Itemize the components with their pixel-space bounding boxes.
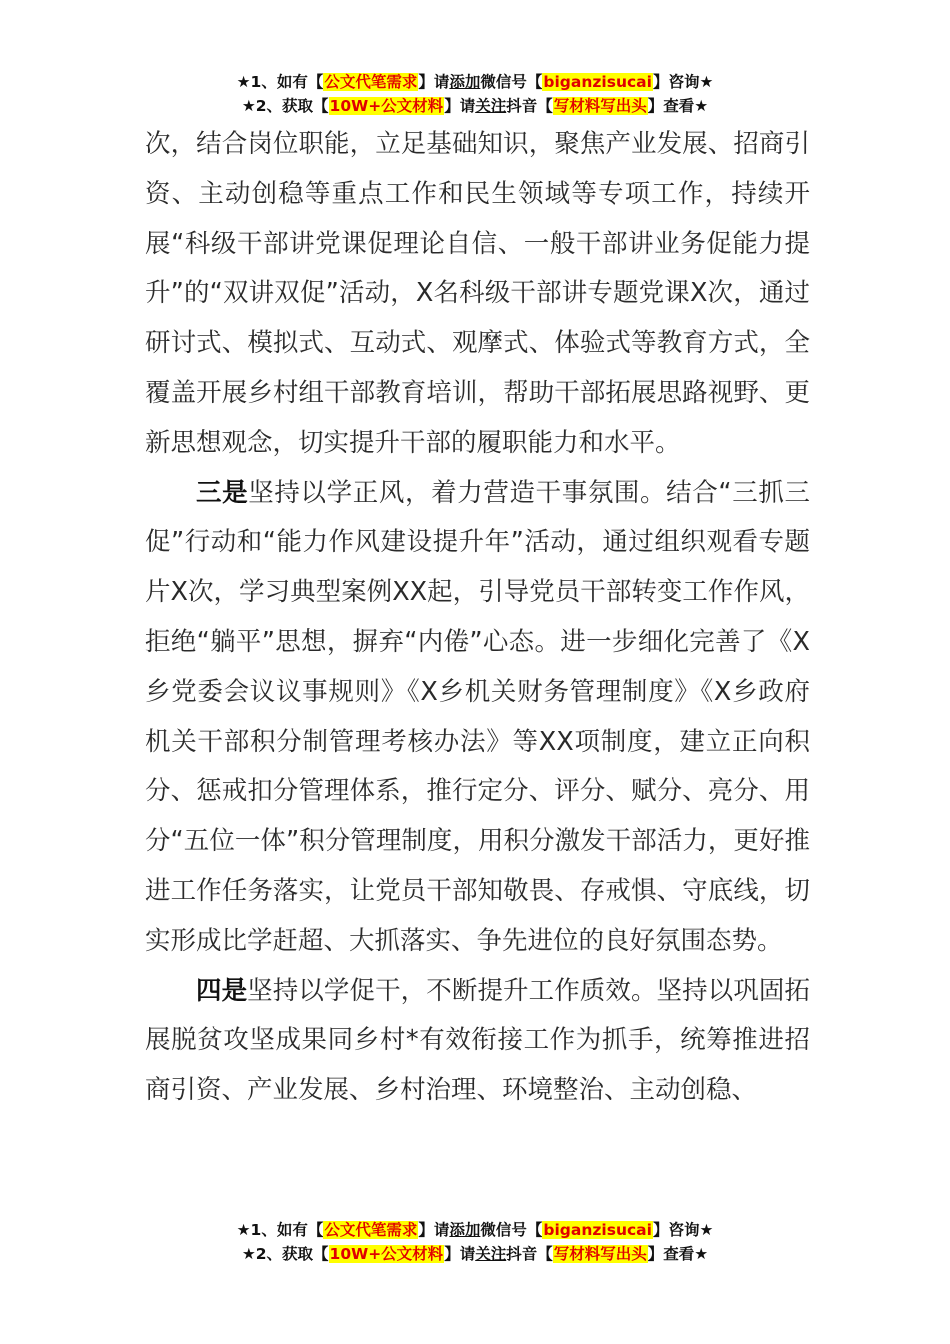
bottom-banner: [0, 1218, 950, 1266]
banner-text: 】查看★: [647, 1245, 709, 1263]
paragraph-three: [145, 469, 810, 967]
highlight-text: 10W+公文材料: [329, 97, 444, 115]
paragraph-lead: 三是: [196, 477, 249, 508]
underlined-text: 添加: [449, 73, 481, 91]
banner-text: 】请: [418, 73, 450, 91]
banner-text: ★1、如有【: [236, 73, 324, 91]
banner-text: 抖音【: [506, 97, 553, 115]
banner-text: 微信号【: [480, 1221, 543, 1239]
top-banner: [0, 70, 950, 118]
highlight-text: 10W+公文材料: [329, 1245, 444, 1263]
banner-text: 】查看★: [647, 97, 709, 115]
wechat-id: biganzisucai: [543, 73, 652, 91]
banner-line-1: [0, 1218, 950, 1242]
banner-text: 微信号【: [480, 73, 543, 91]
underlined-text: 关注: [475, 1245, 507, 1263]
paragraph-text: 次，结合岗位职能，立足基础知识，聚焦产业发展、招商引资、主动创稳等重点工作和民生领域等专项工作，持续开展“科级干部讲党课促理论自信、一般干部讲业务促能力提升”的“双讲双促”活动，X名科级干部讲专题党课X次，通过研讨式、模拟式、互动式、观摩式、体验式等教育方式，全覆盖开展乡村组干部教育培训，帮助干部拓展思路视野、更新思想观念，切实提升干部的履职能力和水平。: [145, 129, 810, 458]
banner-text: 】咨询★: [652, 73, 714, 91]
wechat-id: biganzisucai: [543, 1221, 652, 1239]
banner-text: ★2、获取【: [241, 1245, 329, 1263]
underlined-text: 关注: [475, 97, 507, 115]
paragraph-four: [145, 967, 810, 1116]
underlined-text: 添加: [449, 1221, 481, 1239]
paragraph-text: 坚持以学正风，着力营造干事氛围。结合“三抓三促”行动和“能力作风建设提升年”活动，通过组织观看专题片X次，学习典型案例XX起，引导党员干部转变工作作风，拒绝“躺平”思想，摒弃“内倦”心态。进一步细化完善了《X乡党委会议议事规则》《X乡机关财务管理制度》《X乡政府机关干部积分制管理考核办法》等XX项制度，建立正向积分、惩戒扣分管理体系，推行定分、评分、赋分、亮分、用分“五位一体”积分管理制度，用积分激发干部活力，更好推进工作任务落实，让党员干部知敬畏、存戒惧、守底线，切实形成比学赶超、大抓落实、争先进位的良好氛围态势。: [145, 477, 810, 956]
paragraph-lead: 四是: [196, 975, 248, 1006]
banner-line-2: [0, 94, 950, 118]
paragraph-continued: [145, 120, 810, 469]
highlight-text: 公文代笔需求: [324, 73, 418, 91]
banner-text: 】请: [444, 97, 476, 115]
document-body: [145, 120, 810, 1116]
banner-text: 】咨询★: [652, 1221, 714, 1239]
banner-line-1: [0, 70, 950, 94]
banner-text: 】请: [444, 1245, 476, 1263]
banner-text: ★2、获取【: [241, 97, 329, 115]
highlight-text: 公文代笔需求: [324, 1221, 418, 1239]
paragraph-text: 坚持以学促干，不断提升工作质效。坚持以巩固拓展脱贫攻坚成果同乡村*有效衔接工作为抓手，统筹推进招商引资、产业发展、乡村治理、环境整治、主动创稳、: [145, 975, 810, 1106]
banner-text: 】请: [418, 1221, 450, 1239]
douyin-id: 写材料写出头: [553, 97, 647, 115]
douyin-id: 写材料写出头: [553, 1245, 647, 1263]
banner-text: ★1、如有【: [236, 1221, 324, 1239]
banner-text: 抖音【: [506, 1245, 553, 1263]
banner-line-2: [0, 1242, 950, 1266]
